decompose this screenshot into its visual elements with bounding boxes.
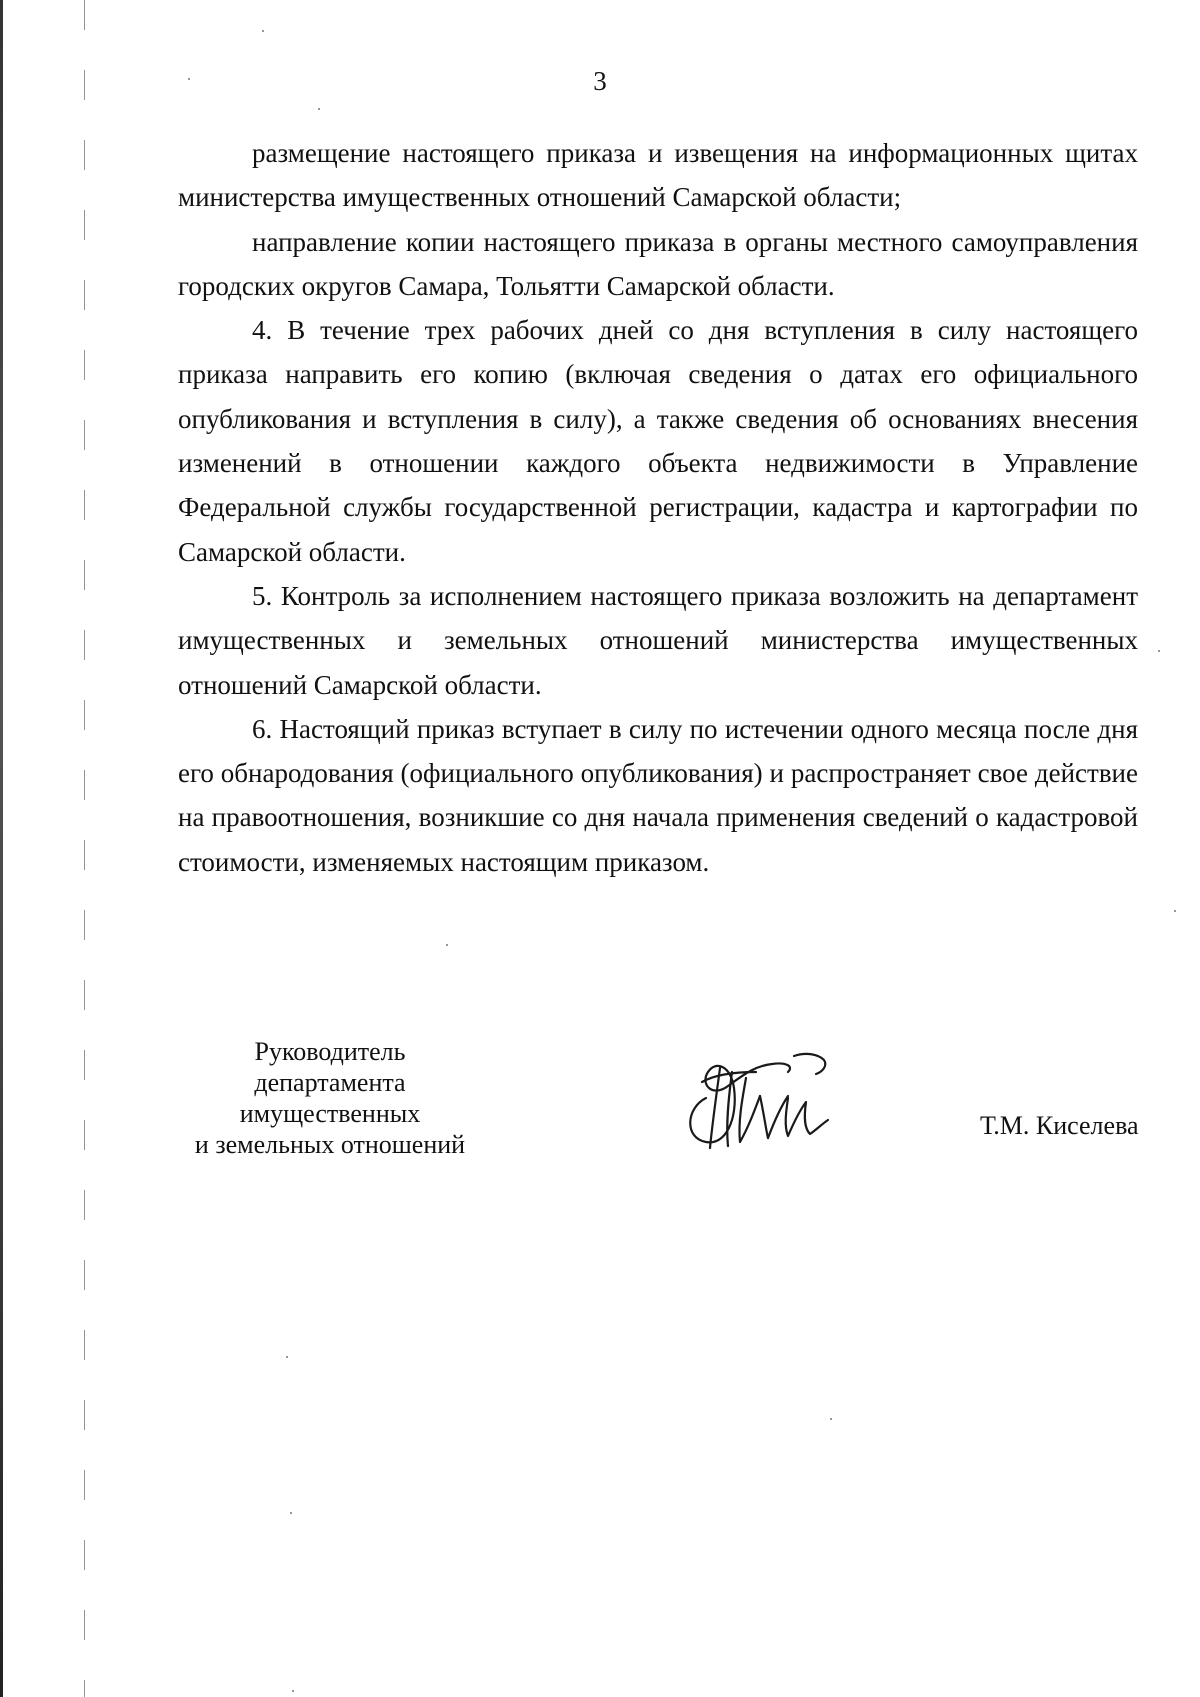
scan-speck bbox=[262, 30, 264, 32]
paragraph-item-6: 6. Настоящий приказ вступает в силу по истечении одного месяца после дня его обнародования (официального опубликования) и распространяет свое действие на правоотношения, возникшие со дня начала применения сведений о кадастровой стоимости, изменяемых настоящим приказом. bbox=[178, 713, 1138, 877]
signatory-title-line: и земельных отношений bbox=[194, 1130, 466, 1159]
scan-speck bbox=[286, 1356, 288, 1358]
paragraph-copy-direction: направление копии настоящего приказа в органы местного самоуправления городских округов Самара, Тольятти Самарской области. bbox=[178, 226, 1138, 301]
paragraph-placement: размещение настоящего приказа и извещения на информационных щитах министерства имущественных отношений Самарской области; bbox=[178, 138, 1138, 213]
scan-speck bbox=[446, 944, 448, 946]
signatory-title-line: Руководитель bbox=[254, 1037, 406, 1066]
scan-speck bbox=[290, 1512, 292, 1514]
signatory-name: Т.М. Киселева bbox=[980, 1111, 1139, 1140]
signatory-title-line: имущественных bbox=[239, 1099, 421, 1128]
handwritten-signature-icon bbox=[676, 1038, 836, 1156]
scan-speck bbox=[830, 1418, 832, 1420]
scan-speck bbox=[1158, 650, 1160, 652]
scan-speck bbox=[318, 108, 320, 110]
paragraph-item-4: 4. В течение трех рабочих дней со дня вступления в силу настоящего приказа направить его копию (включая сведения о датах его официального опубликования и вступления в силу), а также сведения об основаниях внесения изменений в отношении каждого объекта недвижимости в Управление Федеральной службы государственной регистрации, кадастра и картографии по Самарской области. bbox=[178, 315, 1138, 567]
scan-margin-line bbox=[84, 0, 85, 1697]
document-body bbox=[178, 131, 1138, 884]
signatory-title bbox=[170, 1036, 490, 1160]
scan-speck bbox=[1174, 910, 1176, 912]
signatory-title-line: департамента bbox=[254, 1068, 406, 1097]
page-number: 3 bbox=[593, 66, 607, 96]
paragraph-item-5: 5. Контроль за исполнением настоящего приказа возложить на департамент имущественных и земельных отношений министерства имущественных отношений Самарской области. bbox=[178, 580, 1138, 700]
scan-speck bbox=[292, 1690, 294, 1692]
scan-edge-line bbox=[0, 0, 3, 1697]
